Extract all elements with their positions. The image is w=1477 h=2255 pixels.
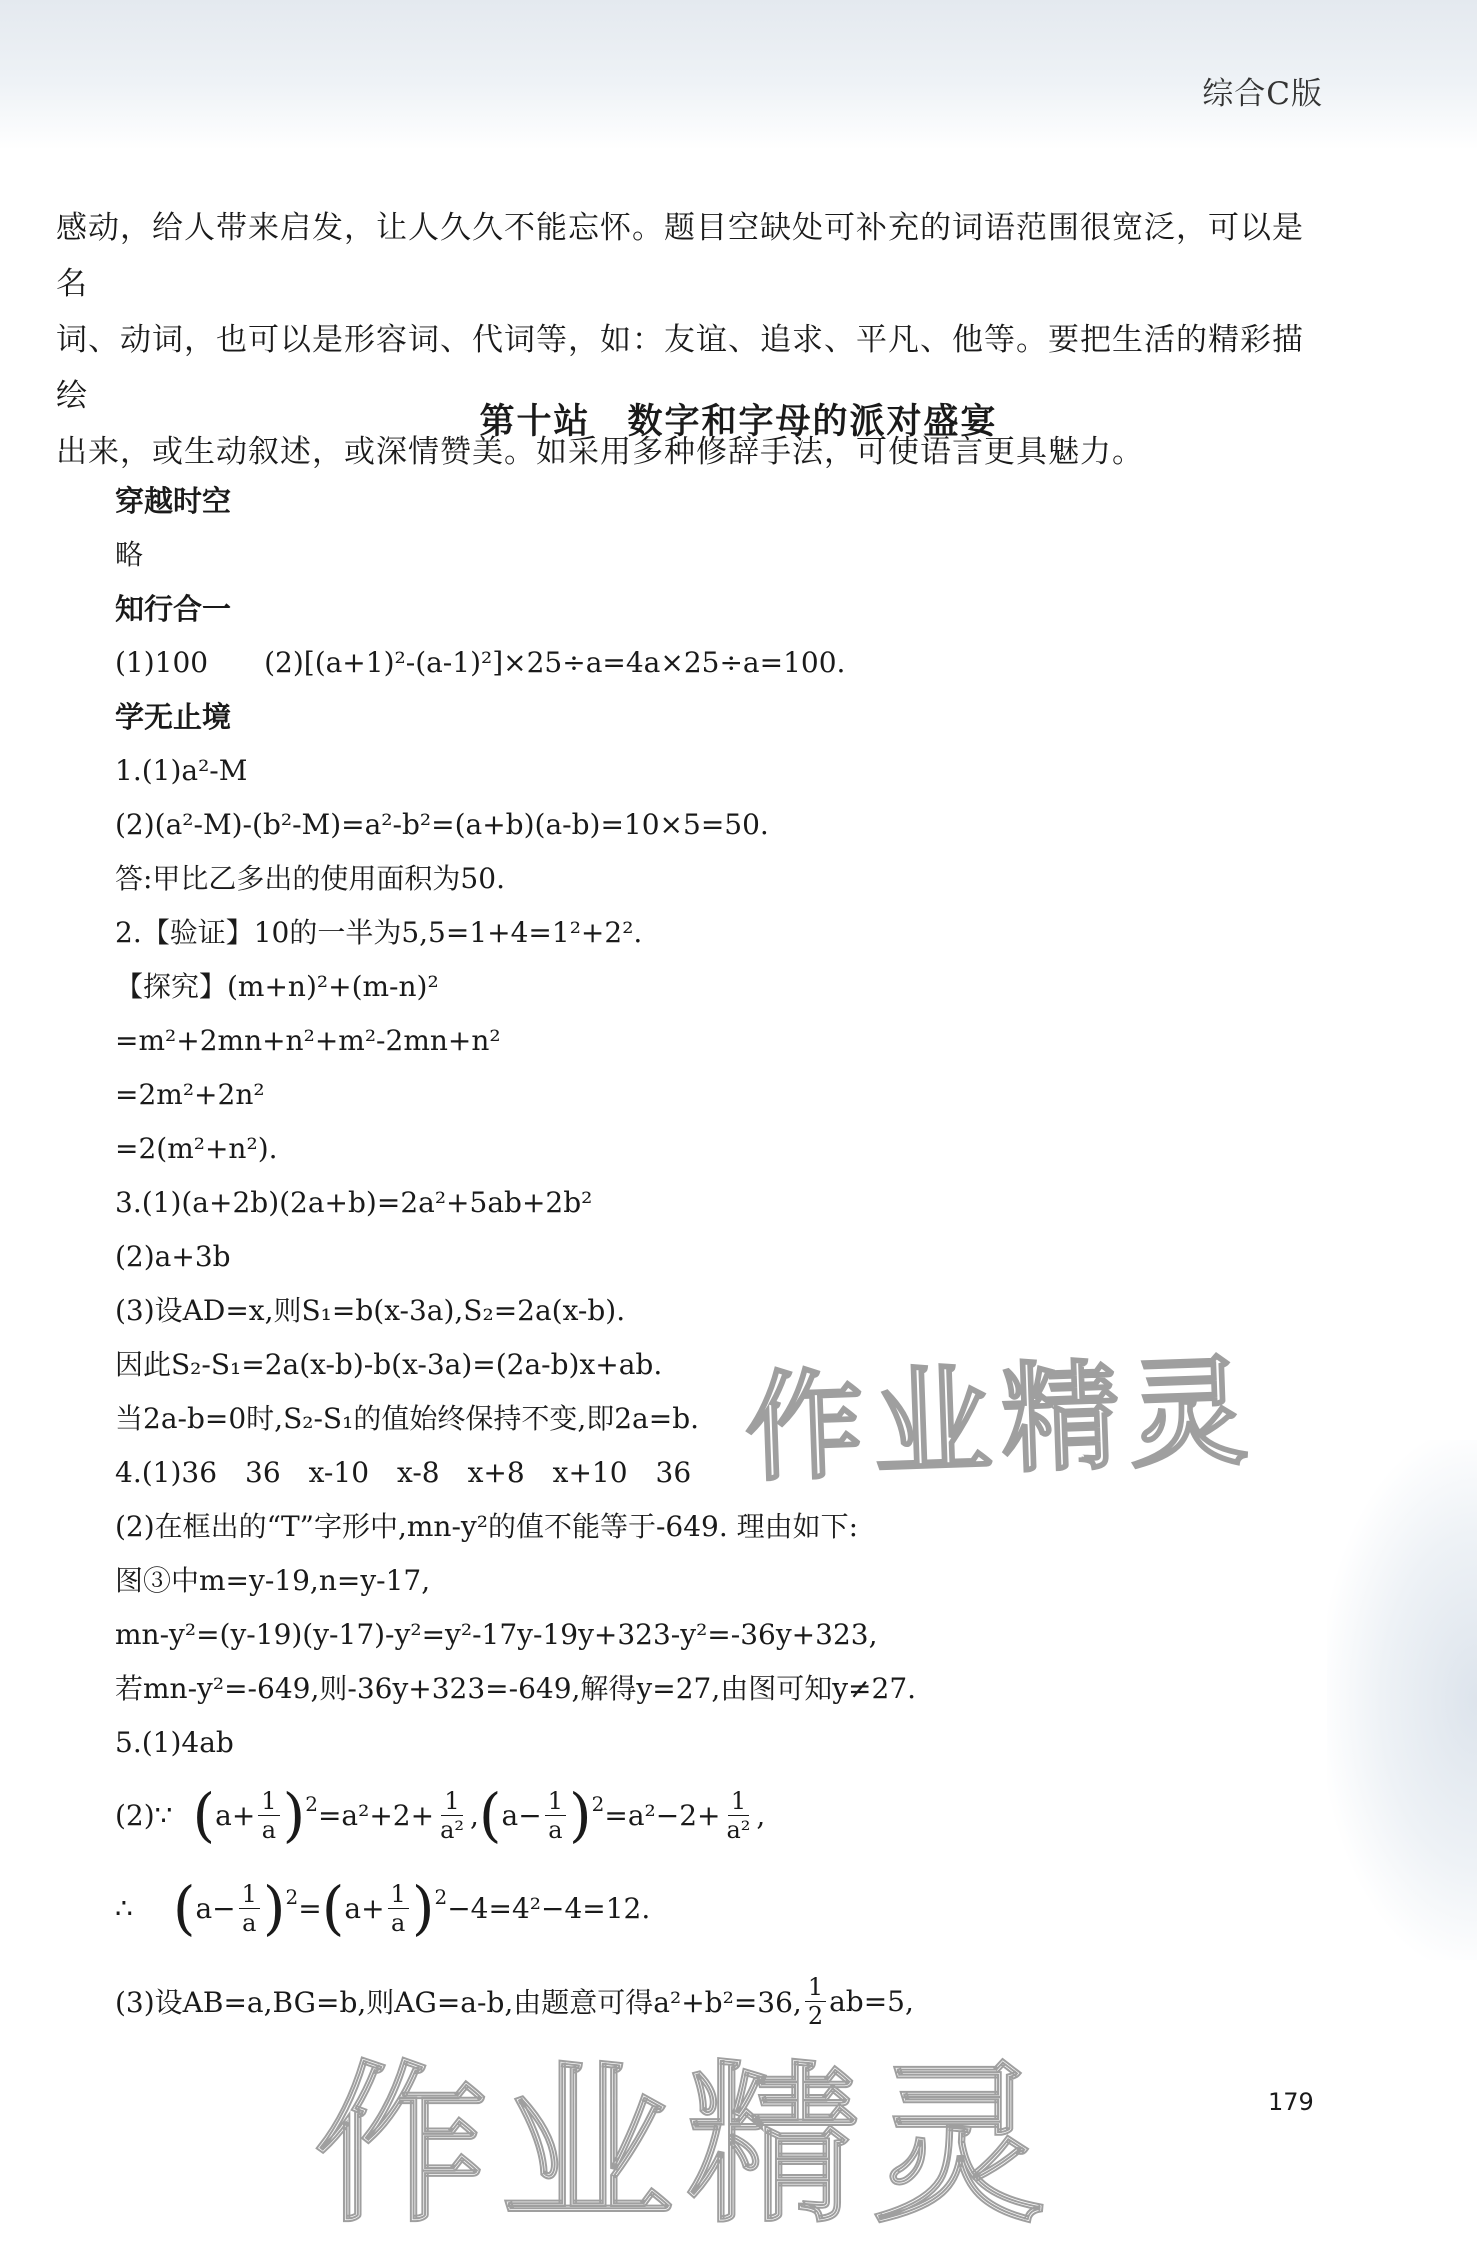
formula-text: (3)设AB=a,BG=b,则AG=a-b,由题意可得a²+b²=36, [115, 1986, 802, 2019]
answer-line: (2)(a²-M)-(b²-M)=a²-b²=(a+b)(a-b)=10×5=50. [115, 808, 769, 841]
formula-term: ab=5, [829, 1984, 914, 2018]
intro-line: 词、动词，也可以是形容词、代词等，如：友谊、追求、平凡、他等。要把生活的精彩描绘 [56, 322, 1304, 414]
exponent: 2 [434, 1885, 448, 1909]
paren-group: ( a+ $\frac{1}{a}$ ) 2 [192, 1781, 318, 1849]
watermark-logo: 作业精灵 [743, 1342, 1260, 1498]
answer-line: (3)设AD=x,则S₁=b(x-3a),S₂=2a(x-b). [115, 1294, 626, 1327]
paren-group: ( a+ $\frac{1}{a}$ ) 2 [321, 1874, 448, 1942]
exponent: 2 [285, 1885, 299, 1909]
formula-term: , [756, 1798, 766, 1832]
formula-term: a+ [344, 1891, 385, 1925]
formula-line-2 [115, 1860, 1375, 1956]
answer-line: 图③中m=y-19,n=y-17, [115, 1564, 431, 1597]
formula-term: a− [501, 1798, 542, 1832]
answer-line: 3.(1)(a+2b)(2a+b)=2a²+5ab+2b² [115, 1186, 593, 1219]
exponent: 2 [591, 1792, 605, 1816]
formula-prefix: ∴ [115, 1891, 133, 1925]
answer-line: =2(m²+n²). [115, 1132, 278, 1165]
fraction: $\frac{1}{a}$ [258, 1787, 279, 1844]
formula-term: =a²−2+ [604, 1798, 721, 1832]
answer-line: 若mn-y²=-649,则-36y+323=-649,解得y=27,由图可知y≠27. [115, 1672, 917, 1705]
formula-term: a+ [215, 1798, 256, 1832]
section-title: 第十站 数字和字母的派对盛宴 [479, 402, 998, 442]
fraction: $\frac{1}{\text{a²}}$ [726, 1786, 751, 1844]
answer-line: (2)a+3b [115, 1240, 231, 1273]
fraction: $\frac{1}{a}$ [545, 1787, 566, 1844]
intro-line: 出来，或生动叙述，或深情赞美。如采用多种修辞手法，可使语言更具魅力。 [56, 434, 1144, 470]
answer-line: =2m²+2n² [115, 1078, 265, 1111]
answer-line: (2)在框出的“T”字形中,mn-y²的值不能等于-649. 理由如下: [115, 1510, 859, 1543]
paren-group: ( a− $\frac{1}{a}$ ) 2 [172, 1874, 299, 1942]
answer-line: 1.(1)a²-M [115, 754, 248, 787]
formula-term: = [298, 1891, 322, 1925]
answer-line: 答:甲比乙多出的使用面积为50. [115, 862, 505, 895]
answer-line: 当2a-b=0时,S₂-S₁的值始终保持不变,即2a=b. [115, 1402, 700, 1435]
answer-line: 2.【验证】10的一半为5,5=1+4=1²+2². [115, 916, 643, 949]
formula-term: =a²+2+ [317, 1798, 435, 1832]
answer-line: (1)100 (2)[(a+1)²-(a-1)²]×25÷a=4a×25÷a=100. [115, 646, 846, 679]
formula-term: −4=4²−4=12. [447, 1891, 651, 1925]
answer-content [115, 474, 1375, 2046]
subheading-xuewu: 学无止境 [115, 700, 232, 734]
edition-label: 综合C版 [1202, 76, 1323, 112]
fraction: $\frac{1}{2}$ [805, 1973, 826, 2030]
subheading-zhixing: 知行合一 [115, 592, 232, 626]
answer-line: 5.(1)4ab [115, 1726, 234, 1759]
paren-group: ( a− $\frac{1}{a}$ ) 2 [478, 1781, 605, 1849]
answer-line: 因此S₂-S₁=2a(x-b)-b(x-3a)=(2a-b)x+ab. [115, 1348, 663, 1381]
answer-line: 【探究】(m+n)²+(m-n)² [115, 970, 439, 1003]
exponent: 2 [305, 1792, 318, 1816]
formula-line-3 [115, 1956, 1375, 2046]
answer-line: 略 [115, 538, 144, 571]
fraction: $\frac{1}{a}$ [388, 1880, 409, 1937]
formula-line-1: (2)∵ ( a+ $\frac{1}{a}$ ) 2 =a²+2+ $\frac{1}{\text{a²}}$ , ( a− $\frac{1}{a}$ ) 2 =a²−2+ $\frac{1}{\text{a²}}$ , [115, 1781, 766, 1849]
answer-line: =m²+2mn+n²+m²-2mn+n² [115, 1024, 501, 1057]
answer-line: 4.(1)36 36 x-10 x-8 x+8 x+10 36 [115, 1456, 692, 1489]
formula-term: a− [195, 1891, 236, 1925]
answer-line: mn-y²=(y-19)(y-17)-y²=y²-17y-19y+323-y²=-36y+323, [115, 1618, 878, 1651]
page-number: 179 [1268, 2088, 1314, 2116]
subheading-chuanyue: 穿越时空 [115, 484, 232, 518]
intro-line: 感动，给人带来启发，让人久久不能忘怀。题目空缺处可补充的词语范围很宽泛，可以是名 [56, 210, 1304, 302]
formula-prefix: (2)∵ [115, 1798, 173, 1832]
watermark-logo: 作业精灵 [315, 2045, 1059, 2246]
fraction: $\frac{1}{a}$ [239, 1880, 260, 1937]
fraction: $\frac{1}{\text{a²}}$ [440, 1786, 464, 1844]
